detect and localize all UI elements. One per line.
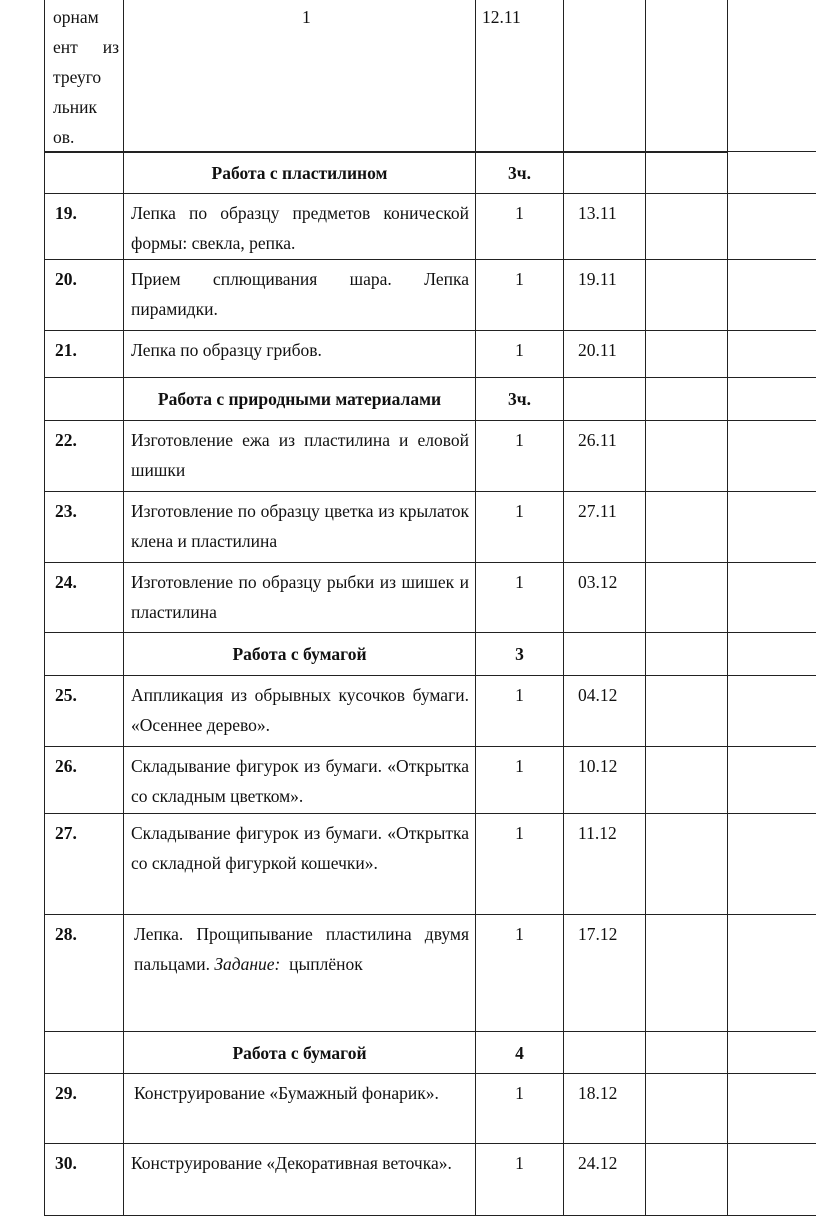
hours-cell: [124, 0, 476, 153]
date-value: 12.11: [482, 7, 521, 27]
task-label: Задание:: [214, 954, 281, 974]
hours-value: 1: [476, 194, 564, 260]
lesson-title: Складывание фигурок из бумаги. «Открытка со складной фигуркой кошечки».: [124, 814, 476, 915]
hours-value: 1: [476, 1074, 564, 1144]
lesson-number: 25.: [45, 676, 124, 747]
date-value: 04.12: [564, 676, 646, 747]
hours-value: 1: [476, 915, 564, 1032]
section-title: Работа с пластилином: [124, 152, 476, 194]
table-row: [45, 331, 816, 378]
hours-value: 1: [302, 7, 311, 27]
lesson-number: 23.: [45, 492, 124, 563]
lesson-title: Лепка. Прощипывание пластилина двумя пальцами.: [134, 924, 469, 974]
date-value: 10.12: [564, 747, 646, 814]
lesson-title: Прием сплющивания шара. Лепка пирамидки.: [124, 260, 476, 331]
table-row: [45, 676, 816, 747]
lesson-title-cell: [124, 915, 476, 1032]
lesson-plan-table: [44, 0, 816, 153]
date-value: 20.11: [564, 331, 646, 378]
empty-cell: [646, 0, 728, 153]
lesson-title: Изготовление ежа из пластилина и еловой шишки: [124, 421, 476, 492]
hours-value: 1: [476, 260, 564, 331]
hours-value: 1: [476, 492, 564, 563]
section-row: [45, 1032, 816, 1074]
table-row: [45, 1144, 816, 1216]
lesson-title: Лепка по образцу грибов.: [124, 331, 476, 378]
date-cell: [476, 0, 564, 153]
table-row: [45, 814, 816, 915]
date-value: 26.11: [564, 421, 646, 492]
lesson-number: 22.: [45, 421, 124, 492]
hours-value: 1: [476, 676, 564, 747]
hours-value: 1: [476, 747, 564, 814]
lesson-title: Изготовление по образцу цветка из крылаток клена и пластилина: [124, 492, 476, 563]
lesson-number: 28.: [45, 915, 124, 1032]
lesson-number: 29.: [45, 1074, 124, 1144]
lesson-number: 19.: [45, 194, 124, 260]
hours-value: 1: [476, 1144, 564, 1216]
lesson-number: 27.: [45, 814, 124, 915]
date-value: 11.12: [564, 814, 646, 915]
table-row: [45, 747, 816, 814]
table-row: [45, 492, 816, 563]
lesson-title-cell: [45, 0, 124, 153]
table-row: [45, 194, 816, 260]
date-value: 24.12: [564, 1144, 646, 1216]
section-title: Работа с бумагой: [124, 633, 476, 676]
date-value: 13.11: [564, 194, 646, 260]
lesson-title: Лепка по образцу предметов конической формы: свекла, репка.: [124, 194, 476, 260]
table-row: [45, 260, 816, 331]
table-row: [45, 563, 816, 633]
table-row: [45, 915, 816, 1032]
lesson-number: 26.: [45, 747, 124, 814]
section-hours: 3ч.: [476, 152, 564, 194]
table-row: [45, 1074, 816, 1144]
date-value: 19.11: [564, 260, 646, 331]
section-title: Работа с природными материалами: [124, 378, 476, 421]
section-row: [45, 378, 816, 421]
lesson-title: Конструирование «Декоративная веточка».: [124, 1144, 476, 1216]
section-hours: 4: [476, 1032, 564, 1074]
date-value: 17.12: [564, 915, 646, 1032]
lesson-title: Конструирование «Бумажный фонарик».: [124, 1074, 476, 1144]
hours-value: 1: [476, 814, 564, 915]
empty-cell: [564, 0, 646, 153]
lesson-title: Складывание фигурок из бумаги. «Открытка со складным цветком».: [124, 747, 476, 814]
date-value: 03.12: [564, 563, 646, 633]
hours-value: 1: [476, 331, 564, 378]
lesson-number: 24.: [45, 563, 124, 633]
hours-value: 1: [476, 563, 564, 633]
table-row: [45, 0, 816, 153]
section-row: [45, 152, 816, 194]
section-hours: 3: [476, 633, 564, 676]
lesson-plan-table-body: [44, 151, 816, 1216]
lesson-title: Аппликация из обрывных кусочков бумаги. «Осеннее дерево».: [124, 676, 476, 747]
lesson-number: 21.: [45, 331, 124, 378]
lesson-number: 20.: [45, 260, 124, 331]
section-title: Работа с бумагой: [124, 1032, 476, 1074]
lesson-title: Изготовление по образцу рыбки из шишек и пластилина: [124, 563, 476, 633]
hours-value: 1: [476, 421, 564, 492]
date-value: 18.12: [564, 1074, 646, 1144]
section-row: [45, 633, 816, 676]
task-value: цыплёнок: [289, 954, 363, 974]
lesson-number: 30.: [45, 1144, 124, 1216]
section-hours: 3ч.: [476, 378, 564, 421]
table-row: [45, 421, 816, 492]
lesson-title: орнам ент из треуго льник ов.: [53, 7, 119, 147]
date-value: 27.11: [564, 492, 646, 563]
